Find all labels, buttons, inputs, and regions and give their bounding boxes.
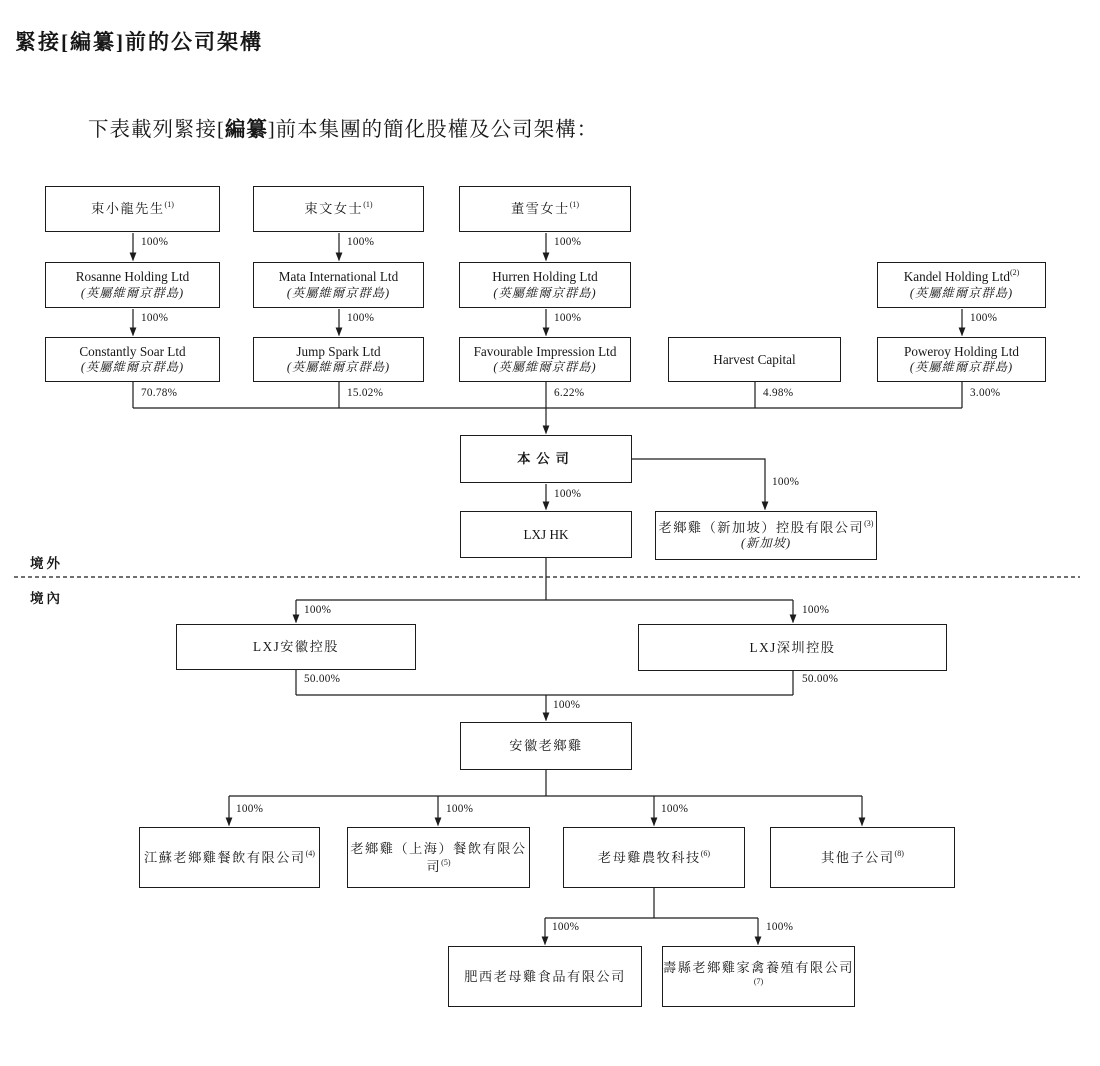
ownership-label: 100% [661,803,689,815]
node-mata-international [253,262,424,308]
ownership-label: 100% [970,312,998,324]
ownership-label: 4.98% [763,387,794,399]
footnote-ref: (1) [363,200,373,210]
ownership-label: 100% [554,236,582,248]
node-label: 肥西老母雞食品有限公司 [464,968,626,984]
footnote-ref: (2) [1009,268,1020,278]
node-harvest-capital [668,337,841,382]
node-label: LXJ HK [523,526,569,542]
node-jiangsu-lxj-catering [139,827,320,888]
node-label: Harvest Capital [713,351,796,367]
node-text: 老鄉雞（上海）餐飲有限公司 [350,841,527,874]
node-feixi-laomuji-food [448,946,642,1007]
node-text: Kandel Holding Ltd [903,269,1010,285]
ownership-label: 100% [766,921,794,933]
node-jurisdiction: (英屬維爾京群島) [286,285,391,300]
node-text: 束小龍先生 [91,201,165,217]
ownership-label: 6.22% [554,387,585,399]
node-text: 董雪女士 [510,201,570,217]
node-label: 安徽老鄉雞 [509,738,583,754]
ownership-label: 100% [554,312,582,324]
node-jump-spark [253,337,424,382]
footnote-ref: (1) [569,200,580,210]
node-dong-xue [459,186,631,232]
node-kandel-holding [877,262,1046,308]
ownership-label: 100% [554,488,582,500]
node-label [659,519,874,536]
node-label [304,200,372,217]
ownership-label: 100% [553,699,581,711]
node-label: Favourable Impression Ltd [473,343,617,359]
node-shouxian-lxj-poultry [662,946,855,1007]
node-text: 束文女士 [304,201,364,217]
ownership-label: 100% [141,312,169,324]
node-poweroy-holding [877,337,1046,382]
edge-arrow [632,459,765,510]
node-lxj-singapore-holding [655,511,877,560]
node-jurisdiction: (英屬維爾京群島) [286,360,391,375]
ownership-label: 100% [772,476,800,488]
node-hurren-holding [459,262,631,308]
ownership-label: 100% [802,604,830,616]
node-lxj-shanghai-catering [347,827,530,888]
node-lxj-hk [460,511,632,558]
node-jurisdiction: (英屬維爾京群島) [80,360,185,375]
node-label: 本公司 [517,451,575,467]
ownership-label: 3.00% [970,387,1001,399]
footnote-ref: (6) [700,848,711,858]
node-label: Hurren Holding Ltd [492,269,598,285]
node-jurisdiction: (英屬維爾京群島) [493,360,597,375]
footnote-ref: (1) [164,200,174,210]
region-label-onshore: 境內 [30,591,63,606]
edge-bus [296,670,793,695]
node-label [144,849,315,866]
footnote-ref: (5) [441,857,451,867]
ownership-label: 50.00% [304,673,341,685]
node-text: 壽縣老鄉雞家禽養殖有限公司 [663,960,854,976]
ownership-label: 70.78% [141,387,178,399]
ownership-label: 100% [552,921,580,933]
ownership-label: 100% [236,803,264,815]
node-lxj-anhui-holding [176,624,416,670]
footnote-ref: (3) [864,518,874,528]
edge-bus [133,382,962,408]
node-shu-xiaolong [45,186,220,232]
edge-bus [229,770,862,796]
edge-bus [545,888,758,918]
node-label: LXJ安徽控股 [253,639,339,655]
ownership-label: 100% [304,604,332,616]
node-anhui-lxj [460,722,632,770]
node-label: Constantly Soar Ltd [79,343,186,359]
node-text: 江蘇老鄉雞餐飲有限公司 [144,849,306,865]
node-jurisdiction: (新加坡) [740,536,792,551]
node-jurisdiction: (英屬維爾京群島) [909,360,1014,375]
ownership-label: 100% [446,803,474,815]
node-rosanne-holding [45,262,220,308]
ownership-label: 50.00% [802,673,839,685]
edge-bus [296,558,793,600]
node-label: Jump Spark Ltd [296,343,381,359]
intro-redacted: 編纂 [224,119,268,141]
node-lxj-shenzhen-holding [638,624,947,671]
node-jurisdiction: (英屬維爾京群島) [493,285,597,300]
ownership-label: 100% [141,236,169,248]
page-title: 緊接[編纂]前的公司架構 [15,30,263,54]
node-favourable-impression [459,337,631,382]
node-label [821,849,904,866]
node-constantly-soar [45,337,220,382]
node-label [348,840,529,874]
node-label: LXJ深圳控股 [749,639,836,655]
node-label [91,200,174,217]
node-shu-wen [253,186,424,232]
region-label-offshore: 境外 [30,556,63,571]
footnote-ref: (8) [894,848,904,858]
node-label: Mata International Ltd [278,269,399,285]
node-jurisdiction: (英屬維爾京群島) [80,285,185,300]
intro-post: 前本集團的簡化股權及公司架構： [275,119,599,141]
intro-close-bracket: ] [267,119,276,141]
node-text: 老母雞農牧科技 [597,849,701,865]
footnote-ref: (7) [753,976,764,986]
ownership-label: 15.02% [347,387,384,399]
node-text: 其他子公司 [821,849,895,865]
node-the-company [460,435,632,483]
footnote-ref: (4) [305,848,315,858]
node-laomuji-agritech [563,827,745,888]
intro-open-bracket: [ [217,119,225,141]
node-other-subsidiaries [770,827,955,888]
node-label: Rosanne Holding Ltd [75,269,190,285]
ownership-label: 100% [347,312,375,324]
ownership-label: 100% [347,236,375,248]
node-label [598,849,710,866]
node-text: 老鄉雞（新加坡）控股有限公司 [658,519,865,535]
node-label [904,268,1020,285]
node-label: Poweroy Holding Ltd [903,343,1020,359]
node-jurisdiction: (英屬維爾京群島) [909,285,1014,300]
intro-pre: 下表載列緊接 [88,119,217,141]
node-label [663,959,854,993]
node-label [511,200,579,217]
